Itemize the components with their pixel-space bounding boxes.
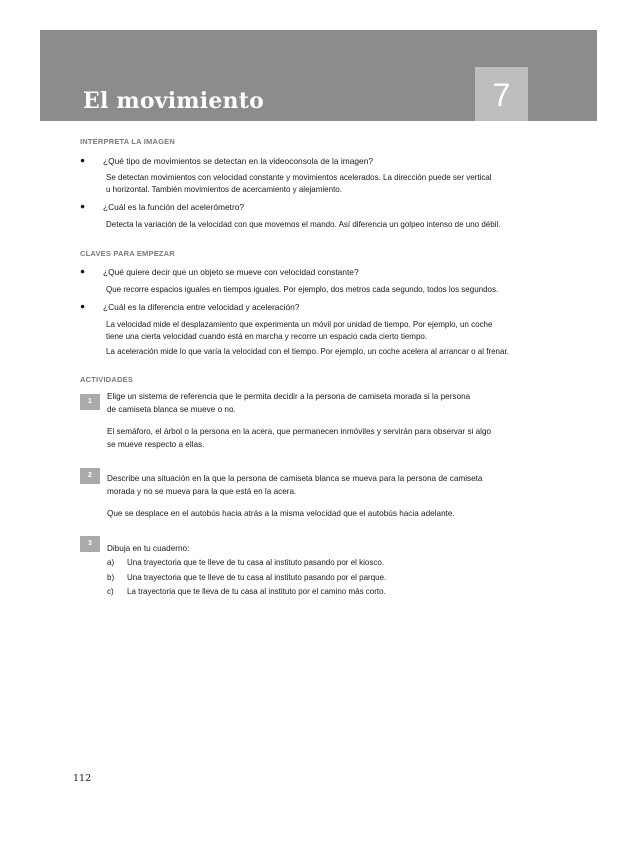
sub-item-text: Una trayectoria que te lleve de tu casa al instituto pasando por el parque. xyxy=(127,573,387,582)
activity-question-line: Dibuja en tu cuaderno: xyxy=(107,544,190,553)
activity-number-badge: 1 xyxy=(80,394,100,410)
sub-item-text: La trayectoria que te lleva de tu casa al instituto por el camino más corto. xyxy=(127,587,386,596)
question-text: ¿Cuál es la función del acelerómetro? xyxy=(103,202,245,212)
question-text: ¿Qué tipo de movimientos se detectan en la videoconsola de la imagen? xyxy=(103,156,374,166)
activity-question-line: Describe una situación en la que la persona de camiseta blanca se mueva para la persona de camiseta xyxy=(107,474,483,483)
answer-line: Que recorre espacios iguales en tiempos iguales. Por ejemplo, dos metros cada segundo, todos los segundos. xyxy=(106,285,499,294)
activity-question-line: Elige un sistema de referencia que le permita decidir a la persona de camiseta morada si la persona xyxy=(107,392,471,401)
answer-line: u horizontal. También movimientos de acercamiento y alejamiento. xyxy=(106,185,342,194)
activity-answer-line: Que se desplace en el autobús hacia atrás a la misma velocidad que el autobús hacia adelante. xyxy=(107,509,455,518)
activity-question-line: de camiseta blanca se mueve o no. xyxy=(107,405,236,414)
question-text: ¿Cuál es la diferencia entre velocidad y aceleración? xyxy=(103,302,300,312)
answer-line: Detecta la variación de la velocidad con que movemos el mando. Así diferencia un golpeo intenso de uno débil. xyxy=(106,220,501,229)
section-heading-actividades: ACTIVIDADES xyxy=(80,375,134,384)
sub-item-letter: c) xyxy=(107,587,114,596)
answer-line: Se detectan movimientos con velocidad constante y movimientos acelerados. La dirección puede ser vertical xyxy=(106,173,492,182)
chapter-title: El movimiento xyxy=(83,88,264,114)
activity-answer-line: El semáforo, el árbol o la persona en la acera, que permanecen inmóviles y servirán para observar si algo xyxy=(107,427,492,436)
chapter-number: 7 xyxy=(475,67,528,121)
activity-number-badge: 2 xyxy=(80,468,100,484)
question-text: ¿Qué quiere decir que un objeto se mueve con velocidad constante? xyxy=(103,267,359,277)
chapter-banner xyxy=(40,30,597,121)
activity-question-line: morada y no se mueva para la que está en la acera. xyxy=(107,487,297,496)
sub-item-letter: a) xyxy=(107,558,115,567)
section-heading-interpreta: INTERPRETA LA IMAGEN xyxy=(80,137,175,146)
bullet-icon: ● xyxy=(80,201,86,211)
bullet-icon: ● xyxy=(80,266,86,276)
activity-number-badge: 3 xyxy=(80,536,100,552)
bullet-icon: ● xyxy=(80,155,86,165)
section-heading-claves: CLAVES PARA EMPEZAR xyxy=(80,249,175,258)
bullet-icon: ● xyxy=(80,301,86,311)
answer-line: La velocidad mide el desplazamiento que experimenta un móvil por unidad de tiempo. Por ejemplo, un coche xyxy=(106,320,493,329)
activity-answer-line: se mueve respecto a ellas. xyxy=(107,440,205,449)
sub-item-letter: b) xyxy=(107,573,115,582)
answer-line: tiene una cierta velocidad cuando está en marcha y recorre un espacio cada cierto tiempo. xyxy=(106,332,428,341)
page-number: 112 xyxy=(73,773,92,784)
sub-item-text: Una trayectoria que te lleve de tu casa al instituto pasando por el kiosco. xyxy=(127,558,385,567)
answer-line: La aceleración mide lo que varía la velocidad con el tiempo. Por ejemplo, un coche acelera al arrancar o al frenar. xyxy=(106,347,509,356)
